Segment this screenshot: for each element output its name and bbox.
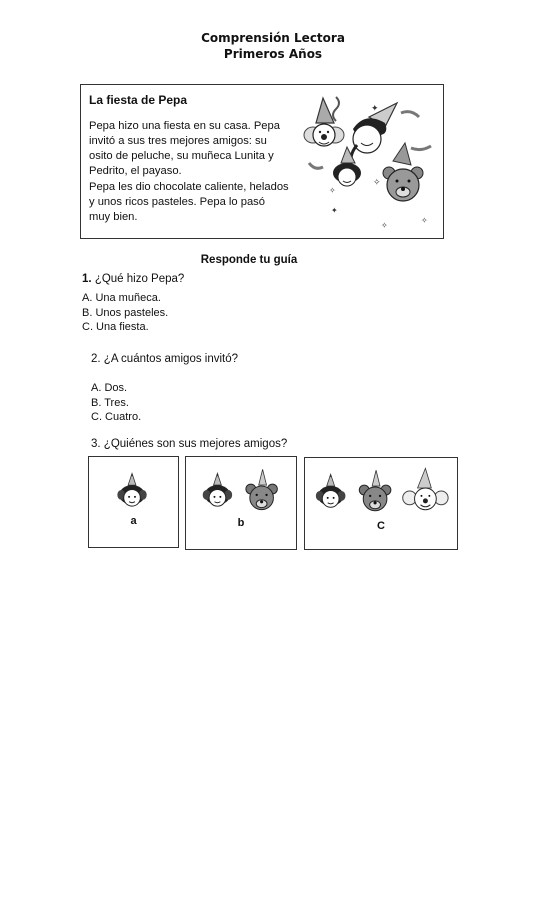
story-title: La fiesta de Pepa xyxy=(89,93,188,107)
question-1-options xyxy=(82,291,168,335)
clown-face-icon xyxy=(403,468,448,509)
doll-face-icon xyxy=(117,473,146,506)
picture-b-faces xyxy=(186,463,296,515)
story-paragraph-1: Pepa hizo una fiesta en su casa. Pepa invitó a sus tres mejores amigos: su osito de peluche, su muñeca Lunita y Pedrito, el payaso. xyxy=(89,120,280,177)
answer-picture-b[interactable] xyxy=(185,456,297,550)
bear-face-icon xyxy=(383,143,423,201)
picture-c-label: C xyxy=(377,520,385,532)
doll-face-icon xyxy=(333,147,361,186)
svg-text:✦: ✦ xyxy=(331,206,338,215)
svg-text:✧: ✧ xyxy=(329,186,336,195)
question-1-option-a[interactable]: A. Una muñeca. xyxy=(82,292,161,304)
question-1-text: ¿Qué hizo Pepa? xyxy=(94,273,185,285)
question-3-text: ¿Quiénes son sus mejores amigos? xyxy=(103,438,288,450)
picture-a-faces xyxy=(89,463,178,515)
question-2-option-a[interactable]: A. Dos. xyxy=(91,382,128,394)
pepa-face-icon xyxy=(351,103,397,171)
answer-picture-a[interactable] xyxy=(88,456,179,548)
worksheet-header xyxy=(0,30,546,62)
story-paragraph-2: Pepa les dio chocolate caliente, helados y unos ricos pasteles. Pepa lo pasó muy bien. xyxy=(89,181,289,223)
question-1-option-b[interactable]: B. Unos pasteles. xyxy=(82,306,169,319)
svg-text:✦: ✦ xyxy=(371,103,379,113)
picture-a-label: a xyxy=(130,515,137,527)
picture-b-label: b xyxy=(237,517,245,529)
question-3-number: 3. xyxy=(91,438,101,450)
doll-face-icon xyxy=(203,473,232,506)
svg-text:✧: ✧ xyxy=(421,216,428,225)
story-box xyxy=(80,84,444,239)
guide-title: Responde tu guía xyxy=(200,254,298,266)
svg-text:✧: ✧ xyxy=(381,221,388,230)
doll-face-icon xyxy=(316,474,346,507)
party-illustration xyxy=(301,93,441,233)
answer-picture-c[interactable] xyxy=(304,457,458,550)
question-2-number: 2. xyxy=(91,353,101,365)
svg-text:✧: ✧ xyxy=(373,177,381,187)
bear-face-icon xyxy=(359,470,391,510)
bear-face-icon xyxy=(246,469,277,509)
question-2-option-b[interactable]: B. Tres. xyxy=(91,396,129,409)
picture-c-faces xyxy=(305,464,457,516)
question-3 xyxy=(91,438,287,450)
question-1-option-c[interactable]: C. Una fiesta. xyxy=(82,321,149,333)
question-2-text: ¿A cuántos amigos invitó? xyxy=(103,353,239,365)
worksheet-title: Comprensión Lectora xyxy=(201,31,345,45)
question-2-option-c[interactable]: C. Cuatro. xyxy=(91,411,142,423)
question-1-number: 1 xyxy=(82,273,89,285)
question-2 xyxy=(91,353,238,365)
worksheet-subtitle: Primeros Años xyxy=(223,47,323,61)
question-1: 1. ¿Qué hizo Pepa? xyxy=(82,273,185,285)
question-2-options xyxy=(91,381,141,425)
